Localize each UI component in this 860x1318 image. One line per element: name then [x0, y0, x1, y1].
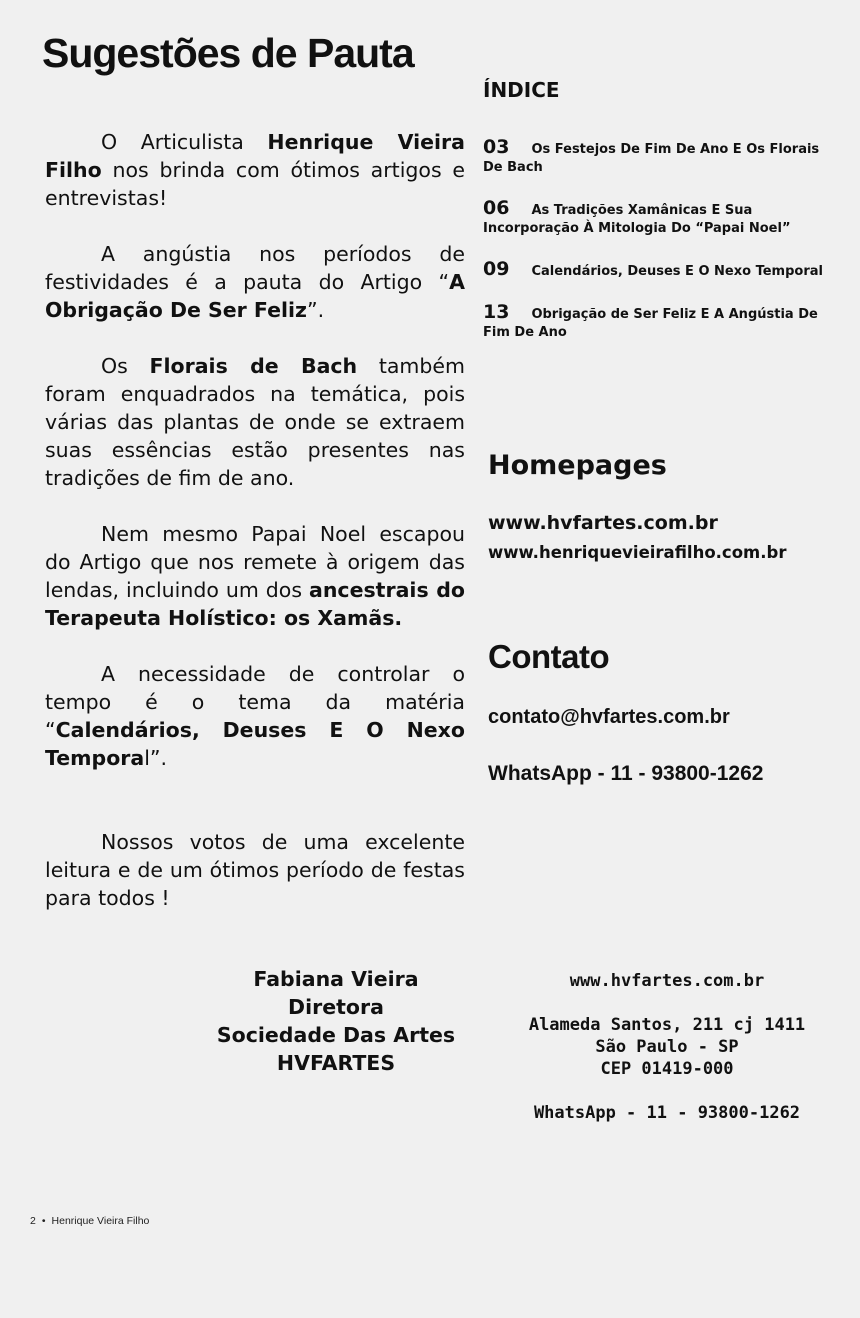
signature-name: Fabiana Vieira — [253, 967, 419, 991]
index-item[interactable] — [483, 303, 823, 342]
footer-bullet: • — [41, 1215, 46, 1227]
address-street: Alameda Santos, 211 cj 1411 — [528, 1015, 806, 1035]
index-item[interactable] — [483, 260, 823, 281]
intro-column — [45, 128, 465, 912]
index-page-number: 13 — [483, 301, 510, 323]
intro-paragraph-5: A necessidade de controlar o tempo é o tema da matéria “Calendários, Deuses E O Nexo Temporal”. — [45, 662, 465, 770]
index-item[interactable] — [483, 199, 823, 238]
signature-brand: HVFARTES — [276, 1051, 396, 1075]
contact-whatsapp: WhatsApp - 11 - 93800-1262 — [488, 762, 764, 785]
index-heading: ÍNDICE — [483, 78, 560, 102]
address-whatsapp: WhatsApp - 11 - 93800-1262 — [533, 1103, 801, 1123]
page-title: Sugestões de Pauta — [42, 30, 414, 76]
homepage-link-henriquevieirafilho[interactable]: www.henriquevieirafilho.com.br — [488, 543, 787, 562]
index-page-number: 06 — [483, 197, 510, 219]
address-block — [497, 970, 837, 1124]
page-footer — [30, 1215, 149, 1227]
intro-paragraph-1: O Articulista Henrique Vieira Filho nos brinda com ótimos artigos e entrevistas! — [45, 130, 465, 210]
intro-paragraph-2: A angústia nos períodos de festividades é a pauta do Artigo “A Obrigação De Ser Feliz”. — [45, 242, 465, 322]
address-site-link[interactable]: www.hvfartes.com.br — [569, 971, 765, 991]
address-cep: CEP 01419-000 — [600, 1059, 734, 1079]
page-number: 2 — [30, 1215, 36, 1227]
signature-block — [200, 965, 472, 1077]
index-list — [483, 138, 823, 364]
index-page-number: 03 — [483, 136, 510, 158]
index-title: Obrigação de Ser Feliz E A Angústia De Fim De Ano — [483, 307, 818, 340]
homepage-link-hvfartes[interactable]: www.hvfartes.com.br — [488, 512, 718, 534]
footer-author: Henrique Vieira Filho — [51, 1215, 150, 1227]
index-item[interactable] — [483, 138, 823, 177]
signature-organization: Sociedade Das Artes — [216, 1023, 456, 1047]
intro-paragraph-3: Os Florais de Bach também foram enquadrados na temática, pois várias das plantas de onde se extraem suas essências estão presentes nas tradições de fim de ano. — [45, 354, 465, 490]
homepages-heading: Homepages — [488, 450, 667, 481]
address-city: São Paulo - SP — [595, 1037, 739, 1057]
intro-paragraph-6: Nossos votos de uma excelente leitura e de um ótimos período de festas para todos ! — [45, 830, 465, 910]
intro-paragraph-4: Nem mesmo Papai Noel escapou do Artigo que nos remete à origem das lendas, incluindo um dos ancestrais do Terapeuta Holístico: os Xamãs. — [45, 522, 465, 630]
index-title: Os Festejos De Fim De Ano E Os Florais De Bach — [483, 142, 820, 175]
index-page-number: 09 — [483, 258, 510, 280]
index-title: Calendários, Deuses E O Nexo Temporal — [531, 264, 823, 279]
signature-role: Diretora — [288, 995, 384, 1019]
contact-email-link[interactable]: contato@hvfartes.com.br — [488, 706, 730, 728]
index-title: As Tradições Xamânicas E Sua Incorporação À Mitologia Do “Papai Noel” — [483, 203, 791, 236]
contact-heading: Contato — [488, 638, 610, 675]
